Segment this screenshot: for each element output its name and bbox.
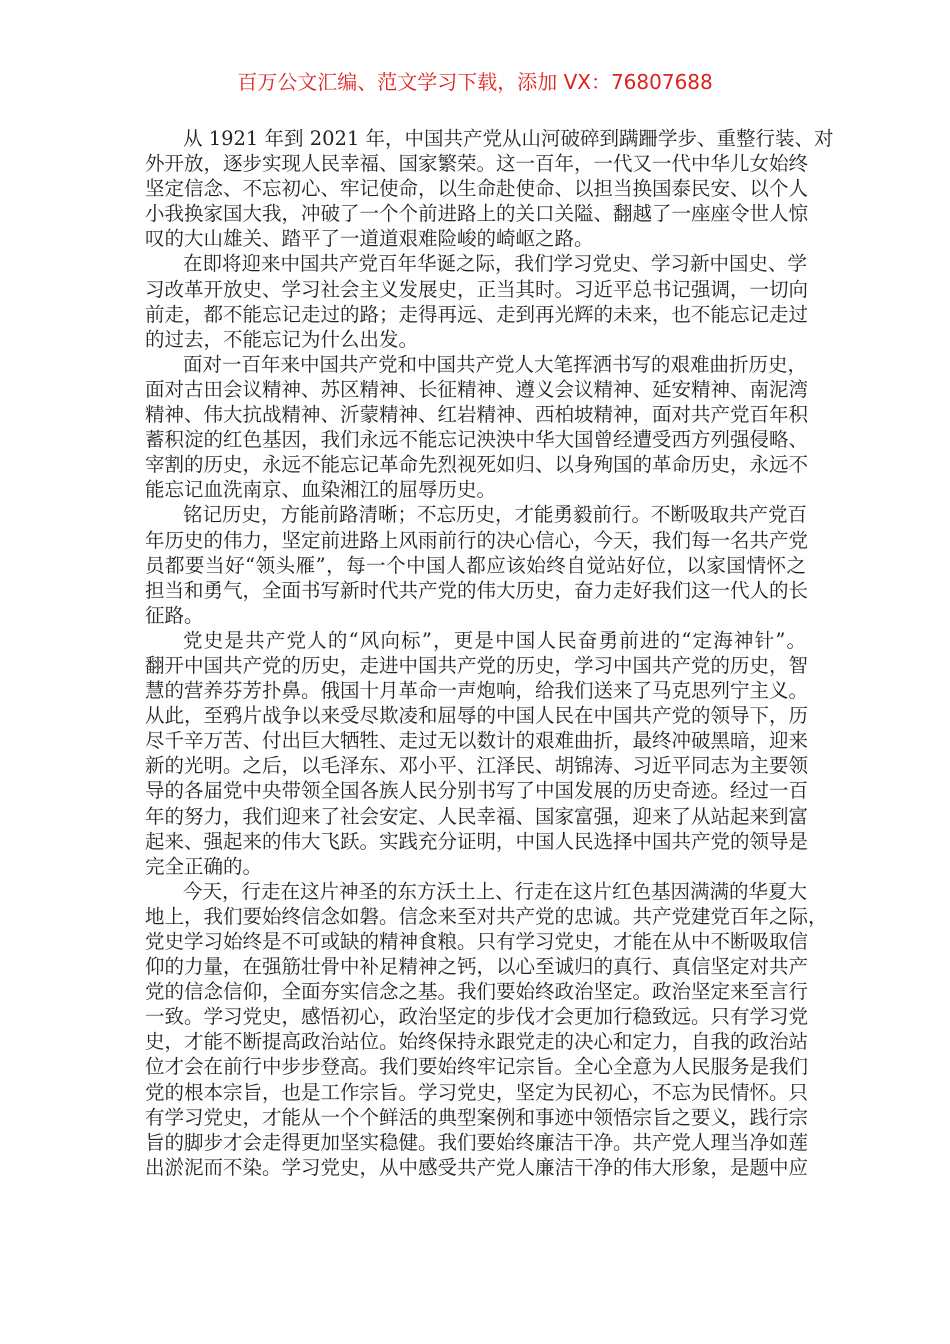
text-line: 尽千辛万苦、付出巨大牺牲、走过无以数计的艰难曲折，最终冲破黑暗，迎来: [145, 729, 809, 753]
text-line: 宰割的历史，永远不能忘记革命先烈视死如归、以身殉国的革命历史，永远不: [145, 453, 809, 477]
text-line: 小我换家国大我，冲破了一个个前进路上的关口关隘、翻越了一座座令世人惊: [145, 202, 809, 226]
text-line: 一致。学习党史，感悟初心，政治坚定的步伐才会更加行稳致远。只有学习党: [145, 1005, 809, 1029]
text-line: 翻开中国共产党的历史，走进中国共产党的历史，学习中国共产党的历史，智: [145, 653, 809, 677]
text-line: 起来、强起来的伟大飞跃。实践充分证明，中国人民选择中国共产党的领导是: [145, 829, 809, 853]
text-line: 面对古田会议精神、苏区精神、长征精神、遵义会议精神、延安精神、南泥湾: [145, 377, 809, 401]
text-line: 旨的脚步才会走得更加坚实稳健。我们要始终廉洁干净。共产党人理当净如莲: [145, 1130, 809, 1154]
text-line: 今天，行走在这片神圣的东方沃土上、行走在这片红色基因满满的华夏大: [183, 879, 808, 903]
text-line: 外开放，逐步实现人民幸福、国家繁荣。这一百年，一代又一代中华儿女始终: [145, 152, 809, 176]
paragraph: [145, 879, 828, 1180]
text-line: 从此，至鸦片战争以来受尽欺凌和屈辱的中国人民在中国共产党的领导下，历: [145, 704, 809, 728]
text-line: 位才会在前行中步步登高。我们要始终牢记宗旨。全心全意为人民服务是我们: [145, 1055, 809, 1079]
text-line: 年历史的伟力，坚定前进路上风雨前行的决心信心，今天，我们每一名共产党: [145, 528, 809, 552]
text-line: 仰的力量，在强筋壮骨中补足精神之钙，以心至诚归的真行、真信坚定对共产: [145, 955, 809, 979]
text-line: 新的光明。之后，以毛泽东、邓小平、江泽民、胡锦涛、习近平同志为主要领: [145, 754, 809, 778]
text-line: 的过去，不能忘记为什么出发。: [145, 327, 419, 351]
text-line: 出淤泥而不染。学习党史，从中感受共产党人廉洁干净的伟大形象，是题中应: [145, 1155, 809, 1179]
text-line: 担当和勇气，全面书写新时代共产党的伟大历史，奋力走好我们这一代人的长: [145, 578, 809, 602]
text-line: 蓄积淀的红色基因，我们永远不能忘记泱泱中华大国曾经遭受西方列强侵略、: [145, 428, 809, 452]
text-line: 在即将迎来中国共产党百年华诞之际，我们学习党史、学习新中国史、学: [183, 252, 808, 276]
text-line: 能忘记血洗南京、血染湘江的屈辱历史。: [145, 478, 497, 502]
text-line: 党史是共产党人的“风向标”，更是中国人民奋勇前进的“定海神针”。: [183, 628, 806, 652]
text-line: 年的努力，我们迎来了社会安定、人民幸福、国家富强，迎来了从站起来到富: [145, 804, 809, 828]
text-line: 坚定信念、不忘初心、牢记使命，以生命赴使命、以担当换国泰民安、以个人: [145, 177, 809, 201]
text-line: 史，才能不断提高政治站位。始终保持永跟党走的决心和定力，自我的政治站: [145, 1030, 809, 1054]
text-line: 叹的大山雄关、踏平了一道道艰难险峻的崎岖之路。: [145, 227, 594, 251]
text-line: 党史学习始终是不可或缺的精神食粮。只有学习党史，才能在从中不断吸取信: [145, 930, 809, 953]
paragraph: [145, 628, 809, 879]
text-line: 完全正确的。: [145, 854, 263, 878]
text-line: 党的信念信仰，全面夯实信念之基。我们要始终政治坚定。政治坚定来至言行: [145, 980, 809, 1004]
text-line: 精神、伟大抗战精神、沂蒙精神、红岩精神、西柏坡精神，面对共产党百年积: [145, 403, 809, 427]
text-line: 慧的营养芬芳扑鼻。俄国十月革命一声炮响，给我们送来了马克思列宁主义。: [145, 679, 809, 703]
text-line: 党的根本宗旨，也是工作宗旨。学习党史，坚定为民初心，不忘为民情怀。只: [145, 1080, 809, 1104]
document-body: [145, 126, 834, 1180]
text-line: 前走，都不能忘记走过的路；走得再远、走到再光辉的未来，也不能忘记走过: [145, 302, 809, 326]
text-line: 有学习党史，才能从一个个鲜活的典型案例和事迹中领悟宗旨之要义，践行宗: [145, 1105, 809, 1129]
text-line: 铭记历史，方能前路清晰；不忘历史，才能勇毅前行。不断吸取共产党百: [183, 503, 808, 527]
paragraph: [145, 352, 809, 503]
watermark-banner: 百万公文汇编、范文学习下载，添加 VX：76807688: [237, 70, 713, 94]
text-line: 从 1921 年到 2021 年，中国共产党从山河破碎到蹒跚学步、重整行装、对: [183, 127, 834, 150]
paragraph: [145, 126, 834, 251]
text-line: 习改革开放史、学习社会主义发展史，正当其时。习近平总书记强调，一切向: [145, 277, 809, 301]
paragraph: [145, 502, 809, 627]
text-line: 面对一百年来中国共产党和中国共产党人大笔挥洒书写的艰难曲折历史，: [183, 352, 808, 376]
paragraph: [145, 251, 809, 351]
text-line: 地上，我们要始终信念如磐。信念来至对共产党的忠诚。共产党建党百年之际，: [145, 904, 828, 928]
text-line: 员都要当好“领头雁”，每一个中国人都应该始终自觉站好位，以家国情怀之: [145, 553, 806, 577]
text-line: 导的各届党中央带领全国各族人民分别书写了中国发展的历史奇迹。经过一百: [145, 779, 809, 803]
text-line: 征路。: [145, 603, 204, 627]
